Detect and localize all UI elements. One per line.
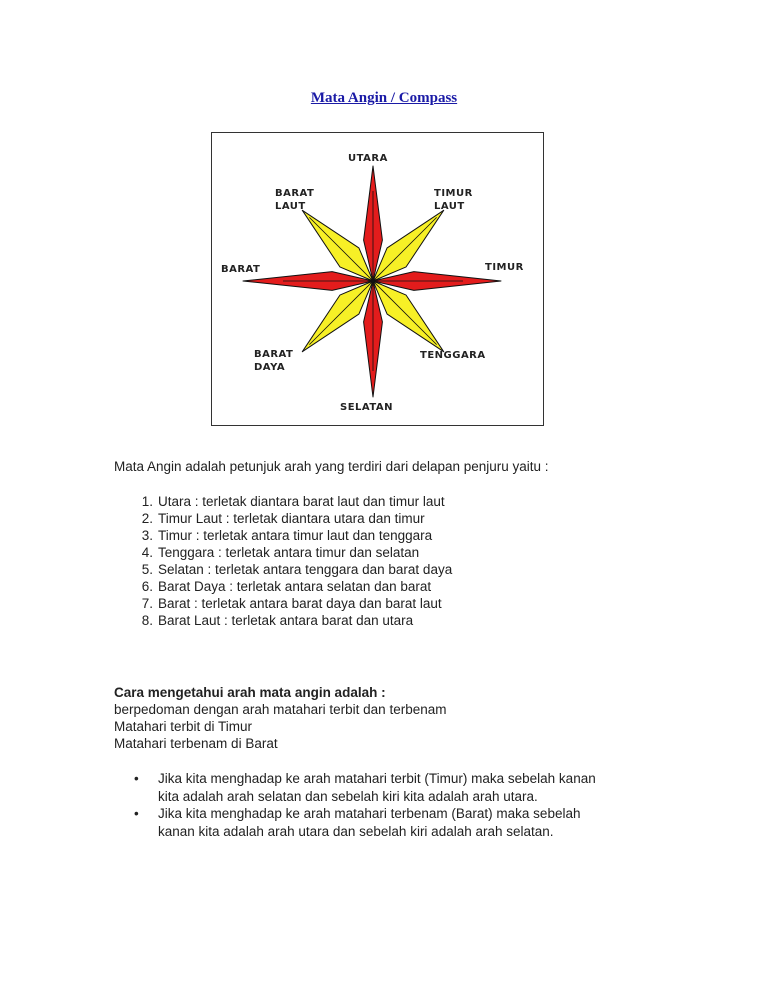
list-item — [141, 595, 452, 612]
list-item — [134, 770, 678, 805]
bullet-icon: • — [134, 771, 139, 786]
label-utara: UTARA — [348, 153, 388, 164]
note-line: kanan kita adalah arah utara dan sebelah kiri adalah arah selatan. — [158, 823, 554, 839]
notes-list — [134, 770, 678, 840]
list-text: Utara : terletak diantara barat laut dan timur laut — [158, 494, 445, 509]
list-item — [141, 510, 452, 527]
label-barat: BARAT — [221, 264, 261, 275]
list-text: Timur Laut : terletak diantara utara dan timur — [158, 511, 425, 526]
list-text: Tenggara : terletak antara timur dan selatan — [158, 545, 420, 560]
howto-line: Matahari terbenam di Barat — [114, 736, 278, 751]
list-number: 3. — [141, 528, 153, 543]
list-number: 6. — [141, 579, 153, 594]
howto-line: Matahari terbit di Timur — [114, 719, 253, 734]
list-number: 7. — [141, 596, 153, 611]
compass-rose-icon — [212, 133, 545, 427]
label-barat-daya-1: BARAT — [254, 349, 294, 360]
label-timur: TIMUR — [485, 262, 524, 273]
note-line: kita adalah arah selatan dan sebelah kiri kita adalah arah utara. — [158, 788, 538, 804]
list-item — [134, 805, 678, 840]
label-barat-laut-1: BARAT — [275, 188, 315, 199]
list-item — [141, 612, 452, 629]
list-number: 8. — [141, 613, 153, 628]
list-item — [141, 561, 453, 578]
list-item — [141, 493, 452, 510]
note-line: Jika kita menghadap ke arah matahari terbit (Timur) maka sebelah kanan — [158, 771, 596, 786]
compass-center — [371, 279, 376, 284]
howto-heading: Cara mengetahui arah mata angin adalah : — [114, 685, 386, 700]
directions-list — [141, 493, 453, 629]
list-text: Barat Laut : terletak antara barat dan utara — [158, 613, 414, 628]
list-text: Timur : terletak antara timur laut dan tenggara — [158, 528, 433, 543]
list-number: 1. — [141, 494, 153, 509]
list-number: 4. — [141, 545, 153, 560]
label-tenggara: TENGGARA — [420, 350, 486, 361]
label-timur-laut-1: TIMUR — [434, 188, 473, 199]
list-number: 2. — [141, 511, 153, 526]
list-item — [141, 578, 452, 595]
bullet-icon: • — [134, 806, 139, 821]
howto-line: berpedoman dengan arah matahari terbit dan terbenam — [114, 702, 447, 717]
intro-text: Mata Angin adalah petunjuk arah yang terdiri dari delapan penjuru yaitu : — [114, 459, 549, 474]
label-timur-laut-2: LAUT — [434, 201, 465, 212]
label-selatan: SELATAN — [340, 402, 394, 413]
list-item — [141, 527, 452, 544]
list-number: 5. — [141, 562, 153, 577]
list-text: Selatan : terletak antara tenggara dan barat daya — [158, 562, 453, 577]
list-item — [141, 544, 452, 561]
list-text: Barat Daya : terletak antara selatan dan barat — [158, 579, 432, 594]
note-line: Jika kita menghadap ke arah matahari terbenam (Barat) maka sebelah — [158, 806, 581, 821]
list-text: Barat : terletak antara barat daya dan barat laut — [158, 596, 442, 611]
label-barat-daya-2: DAYA — [254, 362, 286, 373]
label-barat-laut-2: LAUT — [275, 201, 306, 212]
compass-figure — [211, 132, 544, 426]
page-title[interactable]: Mata Angin / Compass — [310, 90, 458, 106]
